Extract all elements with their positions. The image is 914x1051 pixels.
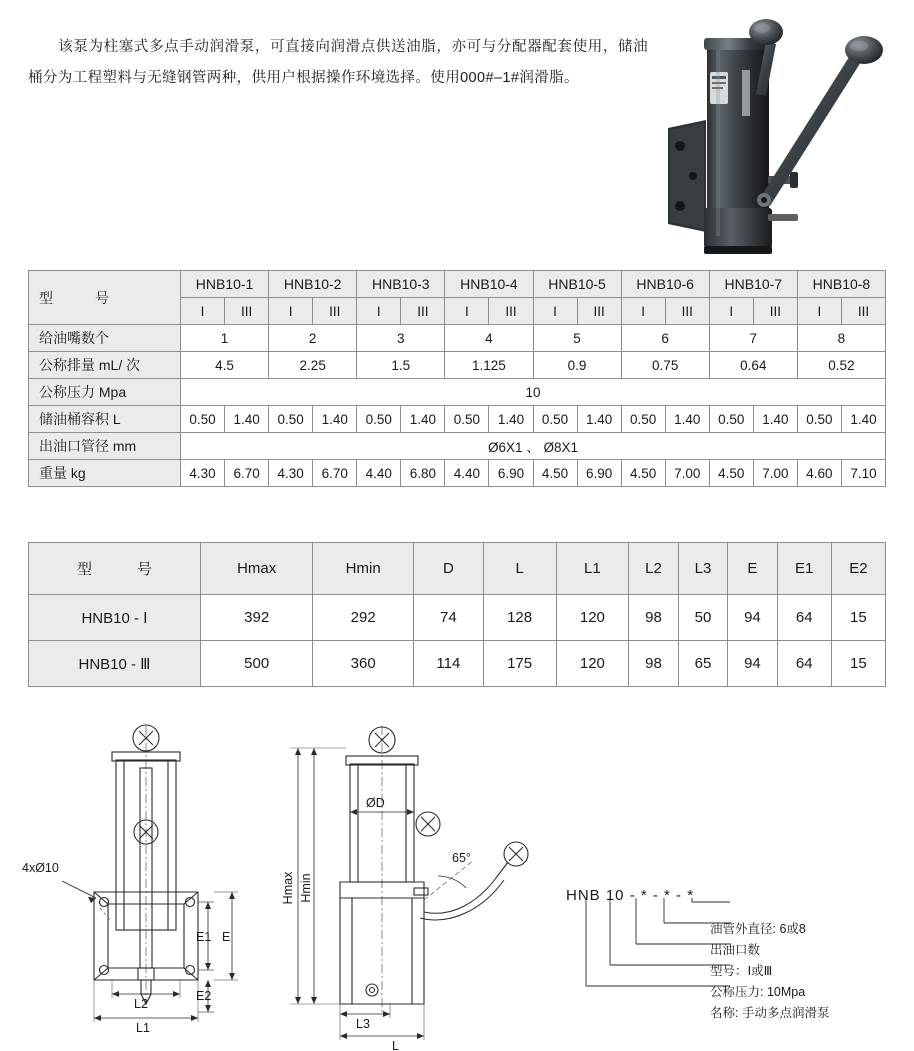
model-code-block bbox=[566, 888, 829, 1028]
tank-volume-cell: 1.40 bbox=[225, 406, 269, 433]
list-item: 名称: 手动多点润滑泵 bbox=[710, 1006, 830, 1020]
model-HNB10-7: HNB10-7 bbox=[709, 271, 797, 298]
model-code-pattern: - * - * - * bbox=[629, 887, 695, 904]
dim-row-model: HNB10 - Ⅰ bbox=[29, 595, 201, 641]
weight-cell: 6.90 bbox=[577, 460, 621, 487]
dim-cell-e2: 15 bbox=[831, 595, 885, 641]
list-item: 出油口数 bbox=[710, 943, 761, 957]
model-code-header bbox=[566, 888, 829, 903]
nozzle-count-cell: 6 bbox=[621, 325, 709, 352]
variant-cell: III bbox=[225, 298, 269, 325]
model-HNB10-2: HNB10-2 bbox=[269, 271, 357, 298]
dim-header-l1: L1 bbox=[556, 543, 629, 595]
dim-header-model: 型 号 bbox=[29, 543, 201, 595]
row-label-tank-volume: 储油桶容积 L bbox=[29, 406, 181, 433]
tank-volume-cell: 1.40 bbox=[401, 406, 445, 433]
tank-volume-cell: 1.40 bbox=[489, 406, 533, 433]
weight-cell: 6.80 bbox=[401, 460, 445, 487]
weight-cell: 4.40 bbox=[445, 460, 489, 487]
dim-cell-hmax: 392 bbox=[201, 595, 313, 641]
label-E: E bbox=[222, 930, 231, 944]
displacement-cell: 2.25 bbox=[269, 352, 357, 379]
tank-volume-cell: 0.50 bbox=[533, 406, 577, 433]
model-HNB10-3: HNB10-3 bbox=[357, 271, 445, 298]
row-label-model: 型 号 bbox=[29, 271, 181, 325]
weight-cell: 4.60 bbox=[797, 460, 841, 487]
tank-volume-cell: 0.50 bbox=[445, 406, 489, 433]
label-Hmin: Hmin bbox=[299, 873, 313, 903]
dim-cell-e2: 15 bbox=[831, 641, 885, 687]
dim-cell-d: 74 bbox=[414, 595, 484, 641]
variant-cell: III bbox=[489, 298, 533, 325]
dim-cell-e: 94 bbox=[728, 595, 777, 641]
nozzle-count-cell: 7 bbox=[709, 325, 797, 352]
weight-cell: 4.30 bbox=[269, 460, 313, 487]
weight-cell: 4.50 bbox=[533, 460, 577, 487]
displacement-cell: 1.5 bbox=[357, 352, 445, 379]
nozzle-count-cell: 3 bbox=[357, 325, 445, 352]
dimension-table bbox=[28, 542, 886, 687]
table-row-displacement bbox=[29, 352, 886, 379]
displacement-cell: 0.64 bbox=[709, 352, 797, 379]
tank-volume-cell: 0.50 bbox=[797, 406, 841, 433]
weight-cell: 4.30 bbox=[181, 460, 225, 487]
dim-header-e1: E1 bbox=[777, 543, 831, 595]
row-label-pressure: 公称压力 Mpa bbox=[29, 379, 181, 406]
label-OD: ØD bbox=[366, 796, 385, 810]
dim-cell-l: 128 bbox=[483, 595, 556, 641]
weight-cell: 6.70 bbox=[225, 460, 269, 487]
table-row bbox=[29, 641, 886, 687]
table-row-outlet-pipe bbox=[29, 433, 886, 460]
displacement-cell: 0.9 bbox=[533, 352, 621, 379]
variant-cell: I bbox=[797, 298, 841, 325]
model-HNB10-1: HNB10-1 bbox=[181, 271, 269, 298]
table-row-tank-volume bbox=[29, 406, 886, 433]
tank-volume-cell: 1.40 bbox=[313, 406, 357, 433]
dim-cell-l1: 120 bbox=[556, 595, 629, 641]
table-row-pressure bbox=[29, 379, 886, 406]
tank-volume-cell: 0.50 bbox=[709, 406, 753, 433]
dim-cell-hmax: 500 bbox=[201, 641, 313, 687]
model-HNB10-5: HNB10-5 bbox=[533, 271, 621, 298]
dim-header-l3: L3 bbox=[678, 543, 727, 595]
weight-cell: 4.50 bbox=[621, 460, 665, 487]
list-item: 油管外直径: 6或8 bbox=[710, 922, 806, 936]
dim-cell-d: 114 bbox=[414, 641, 484, 687]
variant-cell: I bbox=[445, 298, 489, 325]
outlet-pipe-cell: Ø6X1 、 Ø8X1 bbox=[181, 433, 886, 460]
label-E2: E2 bbox=[196, 989, 212, 1003]
model-HNB10-6: HNB10-6 bbox=[621, 271, 709, 298]
variant-cell: III bbox=[841, 298, 885, 325]
tank-volume-cell: 0.50 bbox=[181, 406, 225, 433]
dim-row-model: HNB10 - Ⅲ bbox=[29, 641, 201, 687]
label-4xO10: 4xØ10 bbox=[22, 861, 59, 875]
dim-cell-l3: 50 bbox=[678, 595, 727, 641]
row-label-weight: 重量 kg bbox=[29, 460, 181, 487]
tank-volume-cell: 1.40 bbox=[577, 406, 621, 433]
tank-volume-cell: 0.50 bbox=[621, 406, 665, 433]
weight-cell: 4.50 bbox=[709, 460, 753, 487]
dim-cell-l: 175 bbox=[483, 641, 556, 687]
dimension-table-header-row bbox=[29, 543, 886, 595]
label-L3: L3 bbox=[356, 1017, 370, 1031]
list-item: 公称压力: 10Mpa bbox=[710, 985, 806, 999]
table-row bbox=[29, 595, 886, 641]
weight-cell: 6.70 bbox=[313, 460, 357, 487]
dim-cell-l3: 65 bbox=[678, 641, 727, 687]
specification-table bbox=[28, 270, 886, 487]
model-HNB10-8: HNB10-8 bbox=[797, 271, 885, 298]
displacement-cell: 4.5 bbox=[181, 352, 269, 379]
dim-cell-e: 94 bbox=[728, 641, 777, 687]
dim-cell-l2: 98 bbox=[629, 641, 678, 687]
intro-text: 该泵为柱塞式多点手动润滑泵，可直接向润滑点供送油脂，亦可与分配器配套使用，储油桶分为工程塑料与无缝钢管两种，供用户根据操作环境选择。使用000#–1#润滑脂。 bbox=[28, 39, 648, 87]
nozzle-count-cell: 4 bbox=[445, 325, 533, 352]
table-row-weight bbox=[29, 460, 886, 487]
dim-cell-hmin: 360 bbox=[313, 641, 414, 687]
table-row-model-header bbox=[29, 271, 886, 298]
variant-cell: I bbox=[357, 298, 401, 325]
variant-cell: III bbox=[665, 298, 709, 325]
weight-cell: 4.40 bbox=[357, 460, 401, 487]
variant-cell: III bbox=[401, 298, 445, 325]
product-photo bbox=[660, 8, 900, 256]
nozzle-count-cell: 5 bbox=[533, 325, 621, 352]
nozzle-count-cell: 1 bbox=[181, 325, 269, 352]
dim-cell-l2: 98 bbox=[629, 595, 678, 641]
tank-volume-cell: 1.40 bbox=[753, 406, 797, 433]
displacement-cell: 0.52 bbox=[797, 352, 885, 379]
weight-cell: 6.90 bbox=[489, 460, 533, 487]
weight-cell: 7.00 bbox=[753, 460, 797, 487]
tank-volume-cell: 0.50 bbox=[269, 406, 313, 433]
dim-header-e: E bbox=[728, 543, 777, 595]
dim-header-hmax: Hmax bbox=[201, 543, 313, 595]
tank-volume-cell: 1.40 bbox=[665, 406, 709, 433]
variant-cell: I bbox=[269, 298, 313, 325]
tank-volume-cell: 1.40 bbox=[841, 406, 885, 433]
weight-cell: 7.00 bbox=[665, 460, 709, 487]
model-HNB10-4: HNB10-4 bbox=[445, 271, 533, 298]
label-L2: L2 bbox=[134, 997, 148, 1011]
table-row-nozzle-count bbox=[29, 325, 886, 352]
displacement-cell: 1.125 bbox=[445, 352, 533, 379]
label-L1: L1 bbox=[136, 1021, 150, 1035]
row-label-outlet-pipe: 出油口管径 mm bbox=[29, 433, 181, 460]
row-label-nozzle-count: 给油嘴数个 bbox=[29, 325, 181, 352]
list-item: 型号：Ⅰ或Ⅲ bbox=[710, 964, 773, 978]
nozzle-count-cell: 8 bbox=[797, 325, 885, 352]
nozzle-count-cell: 2 bbox=[269, 325, 357, 352]
dim-cell-l1: 120 bbox=[556, 641, 629, 687]
variant-cell: I bbox=[709, 298, 753, 325]
label-Hmax: Hmax bbox=[281, 871, 295, 905]
tank-volume-cell: 0.50 bbox=[357, 406, 401, 433]
label-E1: E1 bbox=[196, 930, 212, 944]
variant-cell: I bbox=[181, 298, 225, 325]
displacement-cell: 0.75 bbox=[621, 352, 709, 379]
variant-cell: I bbox=[621, 298, 665, 325]
dim-header-l2: L2 bbox=[629, 543, 678, 595]
variant-cell: III bbox=[313, 298, 357, 325]
dim-header-d: D bbox=[414, 543, 484, 595]
pressure-cell: 10 bbox=[181, 379, 886, 406]
label-65deg: 65° bbox=[452, 851, 471, 865]
variant-cell: III bbox=[753, 298, 797, 325]
intro-paragraph bbox=[28, 32, 648, 94]
dim-header-l: L bbox=[483, 543, 556, 595]
dim-cell-e1: 64 bbox=[777, 595, 831, 641]
row-label-displacement: 公称排量 mL/ 次 bbox=[29, 352, 181, 379]
weight-cell: 7.10 bbox=[841, 460, 885, 487]
dim-cell-e1: 64 bbox=[777, 641, 831, 687]
variant-cell: III bbox=[577, 298, 621, 325]
model-code-prefix: HNB bbox=[566, 887, 601, 904]
dim-cell-hmin: 292 bbox=[313, 595, 414, 641]
dim-header-e2: E2 bbox=[831, 543, 885, 595]
model-code-digits: 10 bbox=[605, 887, 625, 904]
label-L: L bbox=[392, 1039, 399, 1051]
variant-cell: I bbox=[533, 298, 577, 325]
dim-header-hmin: Hmin bbox=[313, 543, 414, 595]
